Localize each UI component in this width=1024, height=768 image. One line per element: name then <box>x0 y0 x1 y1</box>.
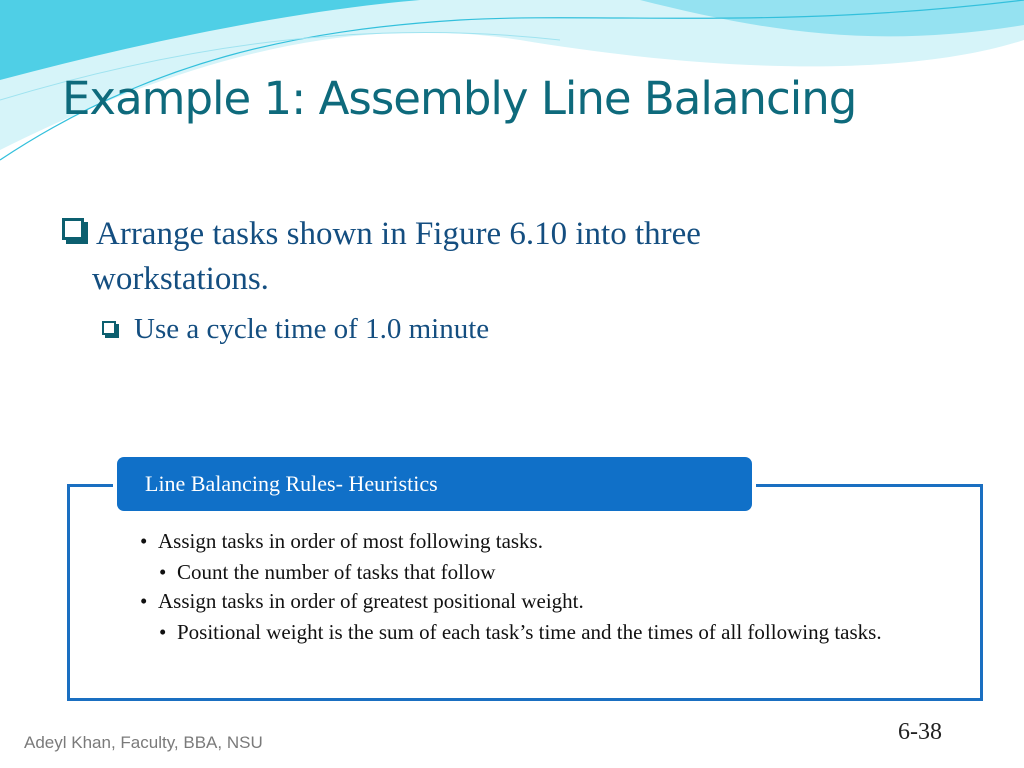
main-bullet <box>62 212 892 302</box>
main-bullet-line-2: workstations. <box>92 261 269 297</box>
rules-box-header-text: Line Balancing Rules- Heuristics <box>145 471 438 496</box>
bullet-dot-icon: • <box>159 560 167 584</box>
main-bullet-line-1: Arrange tasks shown in Figure 6.10 into three <box>96 216 701 252</box>
bullet-dot-icon: • <box>140 529 148 553</box>
footer-author: Adeyl Khan, Faculty, BBA, NSU <box>24 733 263 752</box>
slide-number: 6-38 <box>898 719 942 745</box>
rules-list <box>140 526 940 646</box>
rules-box-header <box>113 455 756 514</box>
checkbox-bullet-icon <box>102 321 116 335</box>
sub-bullet <box>102 310 489 348</box>
rule-item: • Assign tasks in order of greatest positional weight. <box>140 586 940 617</box>
checkbox-bullet-icon <box>62 218 84 240</box>
slide-title: Example 1: Assembly Line Balancing <box>62 72 857 125</box>
rule-sub-item: • Count the number of tasks that follow <box>159 557 940 586</box>
bullet-dot-icon: • <box>159 620 167 644</box>
sub-bullet-text: Use a cycle time of 1.0 minute <box>134 313 490 345</box>
rule-sub-item: • Positional weight is the sum of each task’s time and the times of all following tasks. <box>159 617 940 646</box>
bullet-dot-icon: • <box>140 589 148 613</box>
rule-item: • Assign tasks in order of most following tasks. <box>140 526 940 557</box>
